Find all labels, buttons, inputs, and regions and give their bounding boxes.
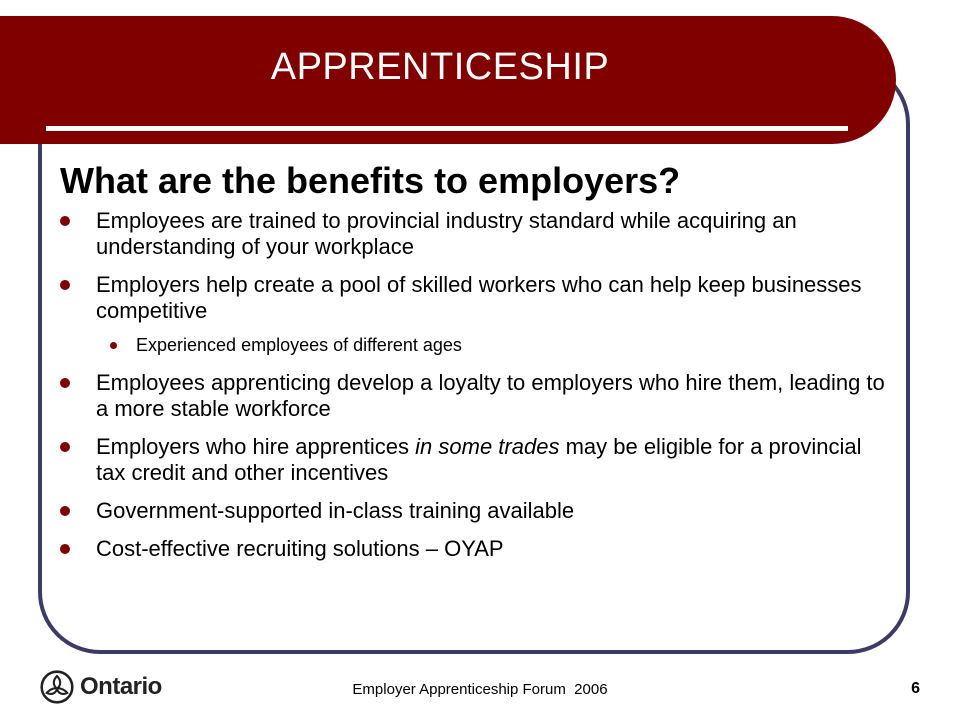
bullet-dot-icon bbox=[60, 506, 70, 516]
bullet-text: Employers help create a pool of skilled workers who can help keep businesses competitive bbox=[96, 272, 862, 323]
bullet-dot-icon bbox=[60, 378, 70, 388]
bullet-item bbox=[60, 536, 890, 562]
bullet-dot-icon bbox=[60, 280, 70, 290]
footer-caption: Employer Apprenticeship Forum 2006 bbox=[352, 681, 608, 698]
slide-heading: What are the benefits to employers? bbox=[60, 160, 681, 201]
bullet-text: Employees are trained to provincial industry standard while acquiring an understanding of your workplace bbox=[96, 208, 797, 259]
bullet-item bbox=[60, 208, 890, 260]
bullet-text-start: Employers who hire apprentices bbox=[96, 434, 416, 459]
bullet-item bbox=[60, 370, 890, 422]
bullet-dot-icon bbox=[60, 442, 70, 452]
page-number: 6 bbox=[911, 680, 920, 697]
logo-wordmark: Ontario bbox=[80, 673, 162, 700]
bullet-text: Government-supported in-class training available bbox=[96, 498, 575, 523]
bullet-text-emphasis: in some trades bbox=[415, 434, 560, 459]
bullet-item bbox=[60, 498, 890, 524]
bullet-item bbox=[60, 272, 890, 324]
bullet-list bbox=[60, 208, 890, 574]
sub-bullet-dot-icon bbox=[110, 342, 117, 349]
bullet-dot-icon bbox=[60, 216, 70, 226]
title-underline bbox=[46, 126, 848, 131]
bullet-text: Cost-effective recruiting solutions – OYAP bbox=[96, 536, 504, 561]
bullet-text-end: may be eligible for a provincial tax credit and other incentives bbox=[96, 434, 862, 485]
slide-title: APPRENTICESHIP bbox=[270, 46, 610, 88]
bullet-item bbox=[60, 434, 890, 486]
bullet-text: Employees apprenticing develop a loyalty to employers who hire them, leading to a more stable workforce bbox=[96, 370, 885, 421]
bullet-dot-icon bbox=[60, 544, 70, 554]
sub-bullet-item bbox=[60, 334, 890, 356]
sub-bullet-text: Experienced employees of different ages bbox=[136, 335, 462, 355]
